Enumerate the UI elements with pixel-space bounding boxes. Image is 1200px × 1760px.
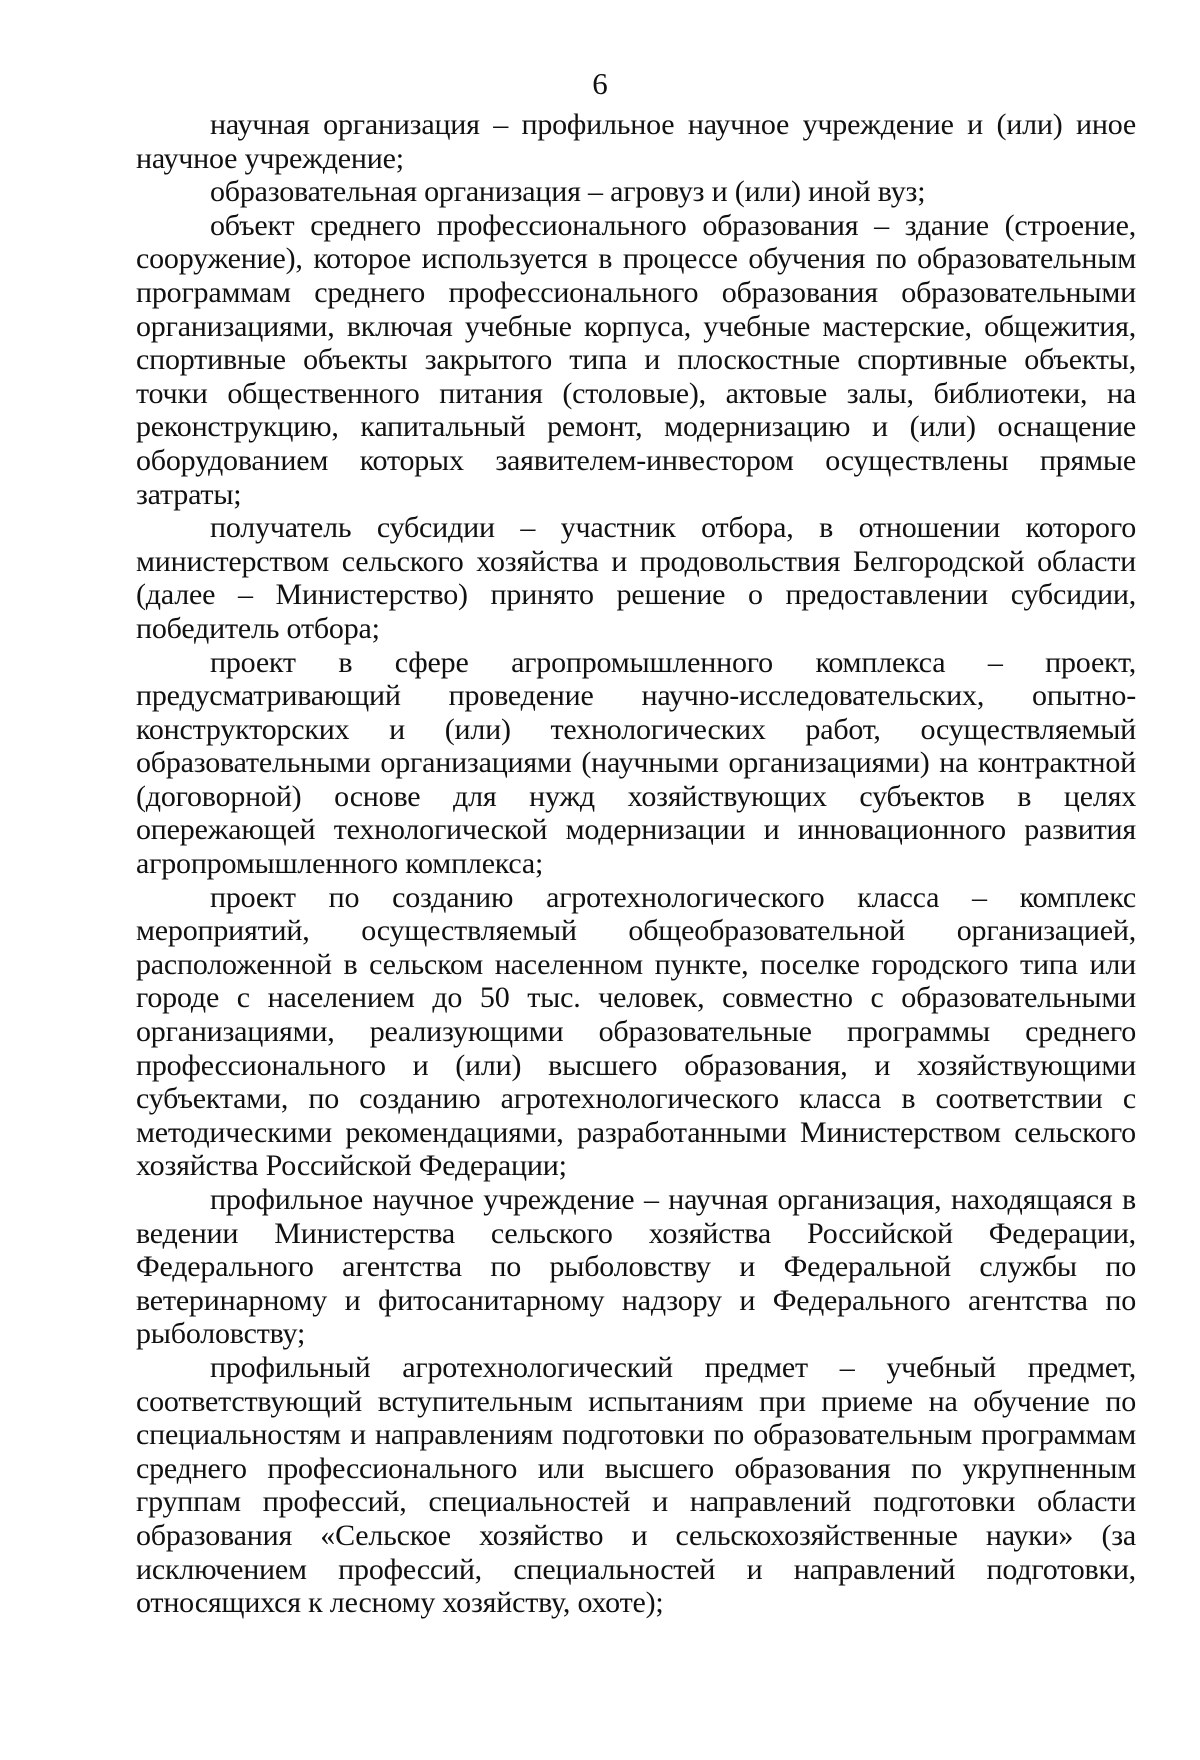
paragraph-profile-agrotech-subject: профильный агротехнологический предмет – учебный предмет, соответствующий вступительным испытаниям при приеме на обучение по специальностям и направлениям подготовки по образовательным программам среднего профессионального или высшего образования по укрупненным группам профессий, специальностей и направлений подготовки области образования «Сельское хозяйство и сельскохозяйственные науки» (за исключением профессий, специальностей и направлений подготовки, относящихся к лесному хозяйству, охоте); (136, 1350, 1136, 1620)
paragraph-agro-industrial-project: проект в сфере агропромышленного комплекса – проект, предусматривающий проведение научно-исследовательских, опытно-конструкторских и (или) технологических работ, осуществляемый образовательными организациями (научными организациями) на контрактной (договорной) основе для нужд хозяйствующих субъектов в целях опережающей технологической модернизации и инновационного развития агропромышленного комплекса; (136, 645, 1136, 881)
paragraph-subsidy-recipient: получатель субсидии – участник отбора, в отношении которого министерством сельского хозяйства и продовольствия Белгородской области (далее – Министерство) принято решение о предоставлении субсидии, победитель отбора; (136, 511, 1136, 645)
paragraph-agrotech-class-project: проект по созданию агротехнологического класса – комплекс мероприятий, осуществляемый общеобразовательной организацией, расположенной в сельском населенном пункте, поселке городского типа или городе с населением до 50 тыс. человек, совместно с образовательными организациями, реализующими образовательные программы среднего профессионального и (или) высшего образования, и хозяйствующими субъектами, по созданию агротехнологического класса в соответствии с методическими рекомендациями, разработанными Министерством сельского хозяйства Российской Федерации; (136, 880, 1136, 1183)
paragraph-vocational-education-object: объект среднего профессионального образования – здание (строение, сооружение), которое используется в процессе обучения по образовательным программам среднего профессионального образования образовательными организациями, включая учебные корпуса, учебные мастерские, общежития, спортивные объекты закрытого типа и плоскостные спортивные объекты, точки общественного питания (столовые), актовые залы, библиотеки, на реконструкцию, капитальный ремонт, модернизацию и (или) оснащение оборудованием которых заявителем-инвестором осуществлены прямые затраты; (136, 208, 1136, 511)
document-body (136, 108, 1136, 1620)
paragraph-profile-scientific-institution: профильное научное учреждение – научная организация, находящаяся в ведении Министерства сельского хозяйства Российской Федерации, Федерального агентства по рыболовству и Федеральной службы по ветеринарному и фитосанитарному надзору и Федерального агентства по рыболовству; (136, 1183, 1136, 1351)
page-number: 6 (592, 66, 608, 101)
paragraph-educational-organization: образовательная организация – агровуз и (или) иной вуз; (210, 175, 926, 209)
paragraph-scientific-organization: научная организация – профильное научное учреждение и (или) иное научное учреждение; (136, 108, 1136, 175)
